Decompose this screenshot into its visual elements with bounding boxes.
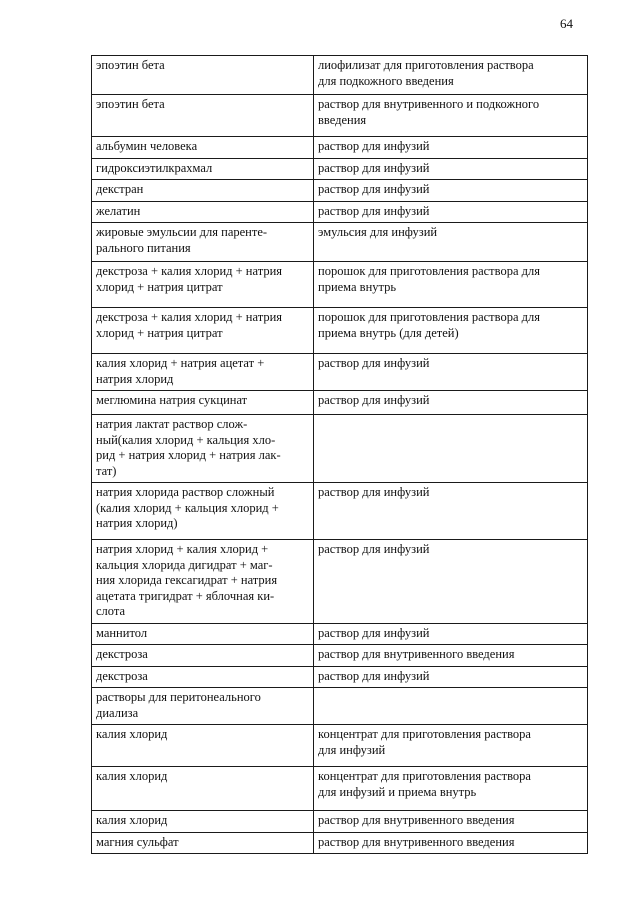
substance-cell bbox=[92, 832, 314, 854]
form-text: раствор для внутривенного введения bbox=[318, 834, 515, 849]
substance-cell bbox=[92, 201, 314, 223]
form-cell bbox=[314, 725, 588, 767]
form-text: раствор для инфузий bbox=[318, 356, 430, 370]
form-text: раствор для внутривенного и подкожного введения bbox=[318, 97, 540, 127]
substance-cell bbox=[92, 725, 314, 767]
table-row bbox=[92, 223, 588, 262]
table-row bbox=[92, 262, 588, 308]
substance-text: декстроза bbox=[96, 668, 148, 683]
form-text: раствор для инфузий bbox=[318, 668, 430, 683]
table-row bbox=[92, 725, 588, 767]
table-row bbox=[92, 95, 588, 137]
form-cell bbox=[314, 688, 588, 725]
page-number: 64 bbox=[560, 16, 573, 31]
substance-text: натрия лактат раствор слож- ный(калия хлорид + кальция хло- рид + натрия хлорид + натрия лак- тат) bbox=[96, 417, 281, 478]
form-cell bbox=[314, 56, 588, 95]
table-row bbox=[92, 354, 588, 391]
substance-text: маннитол bbox=[96, 625, 148, 640]
substance-text: декстроза + калия хлорид + натрия хлорид + натрия цитрат bbox=[96, 310, 283, 340]
drug-table bbox=[91, 55, 588, 854]
form-text: раствор для инфузий bbox=[318, 203, 430, 218]
form-text: порошок для приготовления раствора для приема внутрь (для детей) bbox=[318, 310, 540, 340]
form-text: раствор для инфузий bbox=[318, 485, 430, 499]
substance-text: желатин bbox=[96, 203, 141, 218]
substance-cell bbox=[92, 391, 314, 415]
substance-cell bbox=[92, 180, 314, 202]
substance-cell bbox=[92, 645, 314, 667]
form-cell bbox=[314, 540, 588, 624]
form-text: концентрат для приготовления раствора для инфузий bbox=[318, 727, 531, 757]
substance-cell bbox=[92, 223, 314, 262]
form-text: раствор для инфузий bbox=[318, 393, 430, 407]
substance-cell bbox=[92, 158, 314, 180]
substance-cell bbox=[92, 688, 314, 725]
substance-text: декстроза + калия хлорид + натрия хлорид + натрия цитрат bbox=[96, 264, 283, 294]
substance-cell bbox=[92, 56, 314, 95]
table-row bbox=[92, 180, 588, 202]
substance-cell bbox=[92, 95, 314, 137]
substance-text: растворы для перитонеального диализа bbox=[96, 690, 261, 720]
substance-text: калия хлорид + натрия ацетат + натрия хлорид bbox=[96, 356, 265, 386]
table-row bbox=[92, 767, 588, 811]
form-cell bbox=[314, 832, 588, 854]
substance-text: альбумин человека bbox=[96, 139, 198, 153]
form-cell bbox=[314, 811, 588, 833]
form-text: раствор для инфузий bbox=[318, 160, 430, 175]
form-text: порошок для приготовления раствора для приема внутрь bbox=[318, 264, 540, 294]
table-row bbox=[92, 308, 588, 354]
form-cell bbox=[314, 415, 588, 483]
substance-text: меглюмина натрия сукцинат bbox=[96, 393, 248, 407]
form-text: концентрат для приготовления раствора для инфузий и приема внутрь bbox=[318, 769, 531, 799]
substance-text: жировые эмульсии для паренте- рального питания bbox=[96, 225, 268, 255]
substance-cell bbox=[92, 540, 314, 624]
table-row bbox=[92, 483, 588, 540]
table-row bbox=[92, 56, 588, 95]
form-cell bbox=[314, 354, 588, 391]
form-cell bbox=[314, 180, 588, 202]
table-row bbox=[92, 645, 588, 667]
substance-text: декстроза bbox=[96, 647, 148, 661]
form-cell bbox=[314, 262, 588, 308]
table-row bbox=[92, 137, 588, 159]
substance-text: калия хлорид bbox=[96, 769, 168, 783]
form-text: раствор для внутривенного введения bbox=[318, 813, 515, 827]
form-cell bbox=[314, 623, 588, 645]
substance-cell bbox=[92, 767, 314, 811]
table-row bbox=[92, 832, 588, 854]
form-text: эмульсия для инфузий bbox=[318, 225, 438, 239]
form-cell bbox=[314, 137, 588, 159]
form-text: раствор для инфузий bbox=[318, 139, 430, 153]
table-row bbox=[92, 623, 588, 645]
substance-text: декстран bbox=[96, 182, 144, 196]
form-cell bbox=[314, 308, 588, 354]
substance-text: калия хлорид bbox=[96, 813, 168, 827]
form-cell bbox=[314, 95, 588, 137]
substance-cell bbox=[92, 262, 314, 308]
form-text: раствор для инфузий bbox=[318, 625, 430, 640]
form-cell bbox=[314, 223, 588, 262]
substance-text: калия хлорид bbox=[96, 727, 168, 741]
form-cell bbox=[314, 391, 588, 415]
substance-cell bbox=[92, 137, 314, 159]
form-cell bbox=[314, 483, 588, 540]
form-cell bbox=[314, 767, 588, 811]
substance-cell bbox=[92, 354, 314, 391]
form-text: раствор для инфузий bbox=[318, 542, 430, 556]
form-text: раствор для инфузий bbox=[318, 182, 430, 196]
table-row bbox=[92, 688, 588, 725]
table-row bbox=[92, 415, 588, 483]
table-row bbox=[92, 540, 588, 624]
substance-text: эпоэтин бета bbox=[96, 97, 165, 111]
table-row bbox=[92, 201, 588, 223]
substance-cell bbox=[92, 415, 314, 483]
form-cell bbox=[314, 158, 588, 180]
substance-text: натрия хлорид + калия хлорид + кальция хлорида дигидрат + маг- ния хлорида гексагидрат + натрия ацетата тригидрат + яблочная ки- слота bbox=[96, 542, 278, 618]
substance-cell bbox=[92, 483, 314, 540]
form-cell bbox=[314, 666, 588, 688]
substance-cell bbox=[92, 666, 314, 688]
table-body bbox=[92, 56, 588, 854]
substance-cell bbox=[92, 811, 314, 833]
form-text: лиофилизат для приготовления раствора для подкожного введения bbox=[318, 58, 534, 88]
table-row bbox=[92, 811, 588, 833]
table-row bbox=[92, 391, 588, 415]
table-row bbox=[92, 666, 588, 688]
substance-text: магния сульфат bbox=[96, 834, 179, 849]
substance-text: гидроксиэтилкрахмал bbox=[96, 160, 213, 175]
table-row bbox=[92, 158, 588, 180]
form-cell bbox=[314, 645, 588, 667]
form-text: раствор для внутривенного введения bbox=[318, 647, 515, 661]
substance-text: натрия хлорида раствор сложный (калия хлорид + кальция хлорид + натрия хлорид) bbox=[96, 485, 279, 530]
substance-cell bbox=[92, 623, 314, 645]
substance-cell bbox=[92, 308, 314, 354]
substance-text: эпоэтин бета bbox=[96, 58, 165, 72]
form-cell bbox=[314, 201, 588, 223]
